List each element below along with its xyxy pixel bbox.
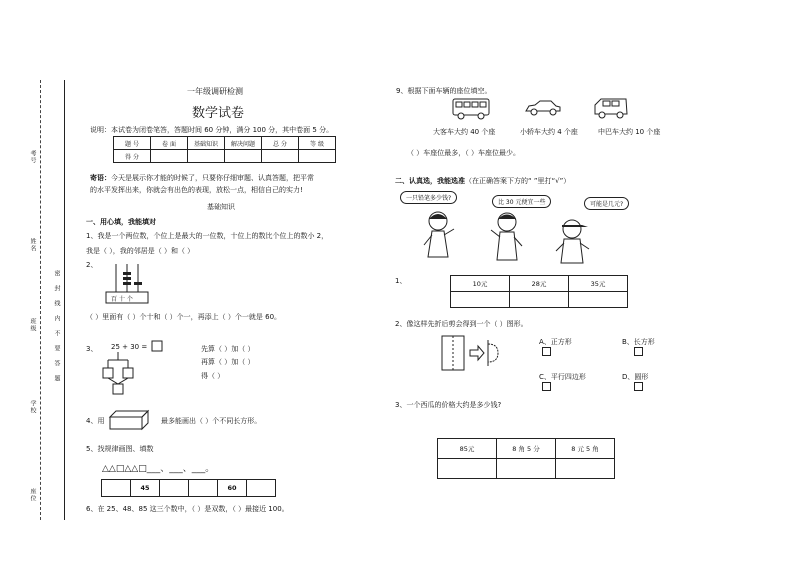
score-col-header: 基础知识 bbox=[188, 137, 225, 150]
part2-heading: 二、认真选，我能选准 bbox=[395, 177, 465, 185]
option-a: A、正方形 bbox=[539, 338, 572, 346]
price-cell: 28元 bbox=[510, 276, 569, 292]
score-cell[interactable] bbox=[151, 150, 188, 163]
score-cell[interactable] bbox=[225, 150, 262, 163]
q5-text: 5、找规律画图、填数 bbox=[86, 445, 154, 453]
q2-text-right: 2、像这样先折后剪会得到一个（ ）图形。 bbox=[395, 320, 528, 328]
score-col-header: 总 分 bbox=[262, 137, 299, 150]
pattern-cell[interactable] bbox=[160, 480, 189, 497]
answer-cell[interactable] bbox=[497, 459, 556, 479]
encouragement-text: 今天是展示你才能的时候了，只要你仔细审题、认真答题，把平常 bbox=[111, 174, 314, 182]
pattern-cell[interactable] bbox=[247, 480, 276, 497]
score-table bbox=[113, 136, 336, 163]
option-c: C、平行四边形 bbox=[539, 373, 586, 381]
boy-with-cap-icon bbox=[552, 217, 594, 267]
binding-line bbox=[40, 80, 41, 520]
seal-char: 要 bbox=[53, 345, 60, 352]
score-cell[interactable] bbox=[188, 150, 225, 163]
encouragement-line-2: 的水平发挥出来，你就会有出色的表现，放松一点，相信自己的实力! bbox=[90, 186, 303, 194]
speech-bubble-1: 一只铅笔多少钱? bbox=[400, 191, 457, 204]
answer-cell[interactable] bbox=[569, 292, 628, 308]
answer-cell[interactable] bbox=[438, 459, 497, 479]
minibus-icon bbox=[592, 95, 630, 121]
bus-icon bbox=[450, 96, 492, 122]
q1-line-2: 我是（ ），我的邻居是（ ）和（ ） bbox=[86, 247, 195, 255]
part1-heading: 一、用心填，我能填对 bbox=[86, 218, 156, 226]
seal-char: 答 bbox=[53, 360, 60, 367]
seal-char: 密 bbox=[53, 270, 60, 277]
pattern-cell: 45 bbox=[131, 480, 160, 497]
price-table bbox=[450, 275, 628, 308]
section-title: 基础知识 bbox=[207, 203, 235, 211]
speech-bubble-2: 比 30 元便宜一些 bbox=[492, 195, 551, 208]
girl-icon bbox=[420, 207, 462, 265]
exam-subtitle: 一年级调研检测 bbox=[187, 87, 243, 96]
boy-icon bbox=[487, 210, 529, 268]
score-col-header: 等 级 bbox=[299, 137, 336, 150]
pattern-cell[interactable] bbox=[102, 480, 131, 497]
option-b: B、长方形 bbox=[622, 338, 655, 346]
q2-number: 2、 bbox=[86, 261, 98, 269]
answer-cell[interactable] bbox=[556, 459, 615, 479]
seal-char: 线 bbox=[53, 300, 60, 307]
speech-bubble-3: 可能是几元? bbox=[584, 197, 629, 210]
q3-step-1: 先算（ ）加（ ） bbox=[201, 345, 255, 353]
q1-number-right: 1、 bbox=[395, 277, 407, 285]
sidebar-label-school: 学校 bbox=[29, 400, 36, 414]
q4-tail: 最多能画出（ ）个不同长方形。 bbox=[161, 417, 262, 425]
price-cell: 35元 bbox=[569, 276, 628, 292]
seal-char: 不 bbox=[53, 330, 60, 337]
score-cell[interactable] bbox=[299, 150, 336, 163]
sidebar-label-name: 姓名 bbox=[29, 238, 36, 252]
car-icon bbox=[523, 98, 563, 118]
seal-char: 封 bbox=[53, 285, 60, 292]
abacus-place-labels: 百 十 个 bbox=[111, 296, 133, 303]
score-cell[interactable] bbox=[262, 150, 299, 163]
encouragement-label: 寄语： bbox=[90, 174, 111, 182]
q1-line-1: 1、我是一个两位数，个位上是最大的一位数，十位上的数比个位上的数小 2， bbox=[86, 232, 329, 240]
q5-shape-pattern: △△□△△□___、___、___。 bbox=[102, 464, 215, 474]
score-col-header: 卷 面 bbox=[151, 137, 188, 150]
q9-fill: （ ）车座位最多，（ ）车座位最少。 bbox=[407, 149, 520, 157]
melon-price-table bbox=[437, 438, 615, 479]
option-b-checkbox[interactable] bbox=[634, 347, 643, 356]
melon-price-cell: 8 元 5 角 bbox=[556, 439, 615, 459]
seal-char: 内 bbox=[53, 315, 60, 322]
score-row-label: 得 分 bbox=[114, 150, 151, 163]
option-d: D、圆形 bbox=[622, 373, 649, 381]
option-c-checkbox[interactable] bbox=[542, 382, 551, 391]
part2-heading-line bbox=[395, 176, 570, 186]
instructions: 说明：本试卷为闭卷笔答，答题时间 60 分钟，满分 100 分，其中卷面 5 分。 bbox=[90, 126, 334, 134]
melon-price-cell: 85元 bbox=[438, 439, 497, 459]
option-a-checkbox[interactable] bbox=[542, 347, 551, 356]
answer-cell[interactable] bbox=[451, 292, 510, 308]
margin-line bbox=[64, 80, 65, 520]
q6-text: 6、在 25、48、85 这三个数中，（ ）是双数，（ ）最接近 100。 bbox=[86, 505, 289, 513]
pattern-cell[interactable] bbox=[189, 480, 218, 497]
page-title: 数学试卷 bbox=[192, 106, 245, 121]
number-pattern-table bbox=[101, 479, 276, 497]
fold-cut-icon bbox=[440, 334, 502, 374]
sidebar-label-exam-number: 考号 bbox=[29, 150, 36, 164]
encouragement-line-1 bbox=[90, 173, 314, 183]
score-col-header: 解决问题 bbox=[225, 137, 262, 150]
q4-text: 4、用 bbox=[86, 417, 105, 425]
q3-step-2: 再算（ ）加（ ） bbox=[201, 358, 255, 366]
pattern-cell: 60 bbox=[218, 480, 247, 497]
sidebar-label-seat: 座位 bbox=[29, 488, 36, 502]
score-col-header: 题 号 bbox=[114, 137, 151, 150]
q3-text-right: 3、一个西瓜的价格大约是多少钱? bbox=[395, 401, 502, 409]
q2-text: （ ）里面有（ ）个十和（ ）个一，再添上（ ）个一就是 60。 bbox=[86, 313, 282, 321]
price-cell: 10元 bbox=[451, 276, 510, 292]
seal-char: 题 bbox=[53, 375, 60, 382]
q3-expression: 25 + 30 = bbox=[111, 343, 148, 351]
vehicle-label-minibus: 中巴车大约 10 个座 bbox=[598, 128, 661, 136]
part2-note: （在正确答案下方的“ ”里打“√”） bbox=[465, 177, 571, 185]
split-diagram-icon bbox=[100, 340, 164, 396]
q3-number: 3、 bbox=[86, 345, 98, 353]
option-d-checkbox[interactable] bbox=[634, 382, 643, 391]
sidebar-label-class: 班级 bbox=[29, 318, 36, 332]
q3-step-3: 得（ ） bbox=[201, 372, 225, 380]
cuboid-icon bbox=[108, 409, 150, 431]
vehicle-label-bus: 大客车大约 40 个座 bbox=[433, 128, 496, 136]
q9-text: 9、根据下面车辆的座位填空。 bbox=[396, 87, 492, 95]
answer-cell[interactable] bbox=[510, 292, 569, 308]
vehicle-label-car: 小轿车大约 4 个座 bbox=[520, 128, 578, 136]
melon-price-cell: 8 角 5 分 bbox=[497, 439, 556, 459]
